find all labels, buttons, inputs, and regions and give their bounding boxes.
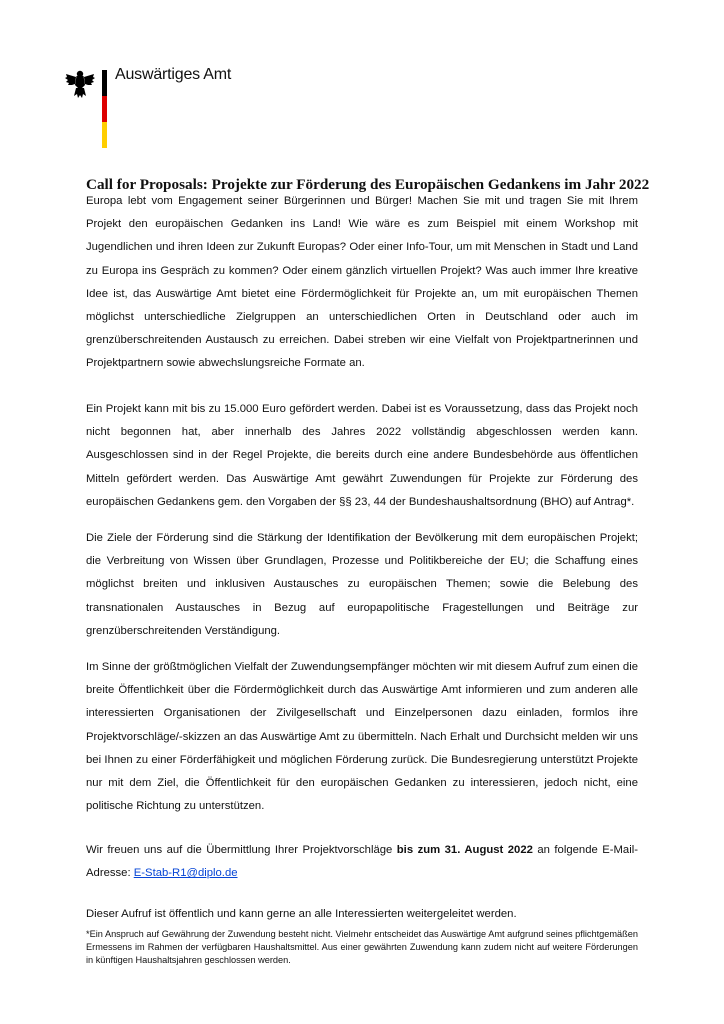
paragraph-text: Im Sinne der größtmöglichen Vielfalt der Zuwendungsempfänger möchten wir mit diesem Aufruf zum einen die breite Öffentlichkeit über die Fördermöglichkeit durch das Auswärtige Amt informieren und zum anderen alle interessierten Organisationen der Zivilgesellschaft und Einzelpersonen dazu einladen, formlos ihre Projektvorschläge/-skizzen an das Auswärtige Amt zu übermitteln. Nach Erhalt und Durchsicht melden wir uns bei Ihnen zu einer Förderfähigkeit und möglichen Förderung zurück. Die Bundesregierung unterstützt Projekte nur mit dem Ziel, die Öffentlichkeit für den europäischen Gedanken zu interessieren, jedoch nicht, eine politische Richtung zu unterstützen. [86,661,638,813]
flag-gold-stripe [102,122,107,148]
flag-red-stripe [102,96,107,122]
paragraph-deadline [86,839,638,885]
deadline-text-before: Wir freuen uns auf die Übermittlung Ihrer Projektvorschläge [86,844,397,856]
footnote: *Ein Anspruch auf Gewährung der Zuwendung besteht nicht. Vielmehr entscheidet das Auswärtige Amt aufgrund seines pflichtgemäßen Ermessens im Rahmen der verfügbaren Haushaltsmittel. Aus einer gewährten Zuwendung kann zudem nicht auf weitere Förderungen in künftigen Haushaltsjahren geschlossen werden. [86,929,638,965]
email-link[interactable]: E-Stab-R1@diplo.de [133,867,238,880]
organization-name: Auswärtiges Amt [115,66,232,83]
paragraph-text: Die Ziele der Förderung sind die Stärkung der Identifikation der Bevölkerung mit dem europäischen Projekt; die Verbreitung von Wissen über Grundlagen, Prozesse und Politikbereiche der EU; die Schaffung eines möglichst breiten und inklusiven Austausches zu europäischen Themen; sowie die Belebung des transnationalen Austausches in Bezug auf europapolitische Fragestellungen und Beiträge zur grenzüberschreitenden Verständigung. [86,532,638,637]
flag-black-stripe [102,70,107,96]
german-flag-bar [102,70,107,148]
federal-eagle-icon [64,68,96,100]
document-title: Call for Proposals: Projekte zur Förderung des Europäischen Gedankens im Jahr 2022 [86,176,650,193]
paragraph-funding [86,398,638,514]
deadline-text-after: an folgende E-Mail-Adresse: [86,844,638,880]
paragraph-text: Europa lebt vom Engagement seiner Bürgerinnen und Bürger! Machen Sie mit und tragen Sie mit Ihrem Projekt den europäischen Gedanken ins Land! Wie wäre es zum Beispiel mit einem Workshop mit Jugendlichen und ihren Ideen zur Zukunft Europas? Oder einer Info-Tour, um mit Menschen in Stadt und Land zu Europa ins Gespräch zu kommen? Oder einem gänzlich virtuellen Projekt? Was auch immer Ihre kreative Idee ist, das Auswärtige Amt bietet eine Fördermöglichkeit für Projekte an, um mit europäischen Themen möglichst unterschiedliche Zielgruppen an unterschiedlichen Orten in Deutschland oder auch im grenzüberschreitenden Austausch zu erreichen. Dabei streben wir eine Vielfalt von Projektpartnerinnen und Projektpartnern sowie abwechslungsreiche Formate an. [86,195,638,370]
deadline-date: bis zum 31. August 2022 [396,844,533,856]
paragraph-intro [86,190,638,376]
paragraph-invitation [86,656,638,818]
closing-note: Dieser Aufruf ist öffentlich und kann gerne an alle Interessierten weitergeleitet werden. [86,908,517,920]
paragraph-goals [86,527,638,643]
paragraph-text: Ein Projekt kann mit bis zu 15.000 Euro gefördert werden. Dabei ist es Voraussetzung, dass das Projekt noch nicht begonnen hat, aber innerhalb des Jahres 2022 vollständig abgeschlossen werden kann. Ausgeschlossen sind in der Regel Projekte, die bereits durch eine andere Bundesbehörde aus öffentlichen Mitteln gefördert werden. Das Auswärtige Amt gewährt Zuwendungen für Projekte zur Förderung des europäischen Gedankens gem. den Vorgaben der §§ 23, 44 der Bundeshaushaltsordnung (BHO) auf Antrag*. [86,403,638,508]
